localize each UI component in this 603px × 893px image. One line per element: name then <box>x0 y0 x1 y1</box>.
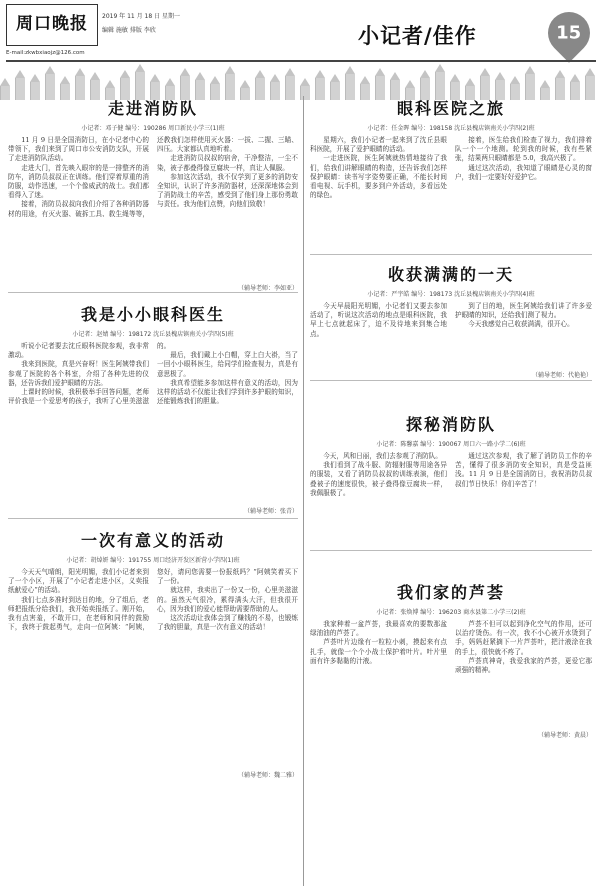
page-number-badge <box>539 3 598 62</box>
paragraph: 通过这次参观，我了解了消防员工作的辛苦，懂得了很多消防安全知识，真是受益匪浅。11 月 9 日是全国消防日，我祝消防员叔叔们节日快乐！你们辛苦了！ <box>455 452 592 488</box>
paragraph: 芦荟不但可以起到净化空气的作用，还可以治疗烫伤。有一次，我不小心被开水烫到了手，妈妈赶紧摘下一片芦荟叶，把汁液涂在我的手上，很快就不疼了。 <box>455 620 592 656</box>
article-eye-hospital <box>310 96 592 246</box>
article-aloe <box>310 580 592 739</box>
article-title: 探秘消防队 <box>405 415 496 434</box>
paragraph: 接着，消防员叔叔向我们介绍了各种消防器材的用途，有灭火器、破拆工具、救生绳等等，还教我们怎样使用灭火器：一拔、二握、三瞄、四压。大家都认真地听着。 <box>8 136 298 218</box>
paragraph: 听说小记者要去沈丘眼科医院参观，我非常激动。 <box>8 342 149 360</box>
paragraph: 今天天气晴朗，阳光明媚，我们小记者来到了一个小区，开展了“小记者走进小区，义卖报纸献爱心”的活动。 <box>8 568 149 595</box>
article-byline: 小记者：赵婧 编号：198172 沈丘县槐店镇南关小学四(5)班 <box>72 331 234 338</box>
article-byline: 小记者：张焕博 编号：196203 商水县第二小学三(2)班 <box>376 609 526 616</box>
issue-info <box>102 10 180 38</box>
article-title: 收获满满的一天 <box>387 265 514 284</box>
paragraph: 一走进医院，医生阿姨就热情地接待了我们，给我们讲解眼睛的构造，还告诉我们怎样保护眼睛：读书写字姿势要正确，不能长时间看电视、玩手机，要多到户外活动，多看远处的绿色。 <box>310 154 447 200</box>
paragraph: 到了目的地，医生阿姨给我们讲了许多爱护眼睛的知识，还给我们测了视力。 <box>455 302 592 320</box>
separator <box>310 380 592 381</box>
paragraph: 我来到医院，真是兴奋呀！医生阿姨带我们参观了医院的各个科室，介绍了各种先进的仪器，还告诉我们爱护眼睛的方法。 <box>8 360 149 387</box>
article-byline: 小记者：陈馨嘉 编号：190067 周口六一路小学二(6)班 <box>376 441 526 448</box>
separator <box>310 254 592 255</box>
header-rule <box>6 60 596 62</box>
paragraph: 我家种着一盆芦荟，我最喜欢的要数那盆绿油油的芦荟了。 <box>310 620 447 638</box>
page-number: 15 <box>556 22 582 43</box>
article-body <box>310 136 592 254</box>
paragraph: 参加这次活动，我不仅学到了更多的消防安全知识，认识了许多消防器材，还深深地体会到了消防战士的辛苦，感受到了他们身上那份勇敢与责任。我为他们点赞，向他们致敬！ <box>157 172 298 209</box>
paragraph: 我们看到了战斗服、防辐射服等用途各异的服装，又看了消防员叔叔的训练表演，他们叠被子的速度很快，被子叠得像豆腐块一样，我佩服极了。 <box>310 461 447 497</box>
tutor-credit: （辅导老师：魏二雅） <box>237 772 298 779</box>
tutor-credit: （辅导老师：代艳艳） <box>531 372 592 379</box>
article-eye-doctor <box>8 302 298 515</box>
article-title: 我是小小眼科医生 <box>80 305 225 324</box>
paragraph: 上课时的时候，我积极举手回答问题，老师评价我是一个爱思考的孩子，我听了心里美滋滋的。 <box>8 342 171 406</box>
pencil-graphic <box>300 86 310 100</box>
paragraph: 芦荟真神奇，我爱我家的芦荟，更爱它那顽强的精神。 <box>455 656 592 675</box>
paragraph: 今天早晨阳光明媚，小记者们又要去参加活动了，听说这次活动的地点是眼科医院，我早上七点就起床了，迫不及待地来到集合地点。 <box>310 302 447 338</box>
paragraph: 星期六，我们小记者一起来到了沈丘县眼科医院，开展了爱护眼睛的活动。 <box>310 136 447 154</box>
separator <box>8 518 298 519</box>
article-explore-fire-station <box>310 412 592 542</box>
article-body <box>310 302 592 368</box>
article-title: 眼科医院之旅 <box>396 99 505 118</box>
paragraph: 我们七点多准时到达目的地，分了组后，老师把报纸分给我们，我开始卖报纸了。刚开始，我有点害羞，不敢开口，在老师和同伴的鼓励下，我终于鼓起勇气，走向一位阿姨：“阿姨，您好，请问您需要一份报纸吗？”阿姨笑着买下了一份。 <box>8 568 298 632</box>
article-body <box>310 620 592 728</box>
article-body <box>8 136 298 281</box>
editor-credits: 编辑 施敏 排版 李欣 <box>102 27 156 34</box>
tutor-credit: （辅导老师：张青） <box>243 508 298 515</box>
newspaper-logo: 周口晚报 <box>6 4 98 46</box>
page-header <box>0 0 600 64</box>
contact-email: E-mail:zkwbxiaojz@126.com <box>6 50 85 56</box>
paragraph: 走进大门，首先映入眼帘的是一排整齐的消防车，消防员叔叔正在训练。他们穿着厚重的消防服，动作迅速，一个个像威武的战士。我们都看得入了迷。 <box>8 163 149 200</box>
article-title: 走进消防队 <box>107 99 198 118</box>
article-fruitful-day <box>310 262 592 379</box>
paragraph: 就这样，我卖出了一份又一份，心里美滋滋的。虽然天气很冷，累得满头大汗，但我很开心，因为我们的爱心能帮助需要帮助的人。 <box>157 586 298 613</box>
article-body <box>8 568 298 768</box>
article-fire-station <box>8 96 298 292</box>
paragraph: 通过这次活动，我知道了眼睛是心灵的窗户，我们一定要好好爱护它。 <box>455 163 592 181</box>
issue-date: 2019 年 11 月 18 日 星期一 <box>102 13 180 20</box>
article-title: 一次有意义的活动 <box>80 531 225 550</box>
paragraph: 走进消防员叔叔的宿舍，干净整洁，一尘不染，被子都叠得像豆腐块一样，真让人佩服。 <box>157 154 298 172</box>
article-byline: 小记者：邓子健 编号：190286 周口新民小学三(1)班 <box>81 125 225 132</box>
section-title: 小记者/佳作 <box>358 24 477 48</box>
article-body <box>310 452 592 552</box>
paragraph: 最后，我们戴上小白帽，穿上白大褂，当了一回小小眼科医生，给同学们检查视力，真是有意思极了。 <box>157 351 298 378</box>
paragraph: 芦荟叶片边缘有一粒粒小刺，摸起来有点扎手，就像一个个小战士保护着叶片。叶片里面有许多黏黏的汁液。 <box>310 638 447 665</box>
article-byline: 小记者：严宇皓 编号：198173 沈丘县槐店镇南关小学四(4)班 <box>367 291 535 298</box>
separator <box>310 550 592 551</box>
article-byline: 小记者：胡焯妍 编号：191755 周口经济开发区新营小学四(1)班 <box>66 557 240 564</box>
paragraph: 今天我感觉自己收获满满，很开心。 <box>468 320 574 329</box>
paragraph: 这次活动让我体会到了赚钱的不易，也锻炼了我的胆量，真是一次有意义的活动！ <box>157 614 298 632</box>
tutor-credit: （辅导老师：李如亚） <box>237 285 298 292</box>
paragraph: 11 月 9 日是全国消防日，在小记者中心的带领下，我们来到了周口市公安消防支队，开展了走进消防队活动。 <box>8 136 149 163</box>
article-byline: 小记者：任金晖 编号：198158 沈丘县槐店镇南关小学四(2)班 <box>367 125 535 132</box>
paragraph: 我真希望能多参加这样有意义的活动，因为这样的活动不仅能让我们学到许多护眼的知识，还能锻炼我们的胆量。 <box>157 378 298 406</box>
paragraph: 接着，医生给我们检查了视力，我们排着队一个一个地测。轮到我的时候，我有些紧张，结果两只眼睛都是 5.0，我高兴极了。 <box>455 136 592 163</box>
tutor-credit: （辅导老师：黄晨） <box>537 732 592 739</box>
separator <box>8 292 298 293</box>
article-title: 我们家的芦荟 <box>396 583 505 602</box>
article-meaningful-activity <box>8 528 298 778</box>
column-divider <box>303 96 304 886</box>
article-body <box>8 342 298 504</box>
pencil-decoration <box>0 64 600 100</box>
paragraph: 今天，风和日丽，我们去参观了消防队。 <box>323 452 442 460</box>
